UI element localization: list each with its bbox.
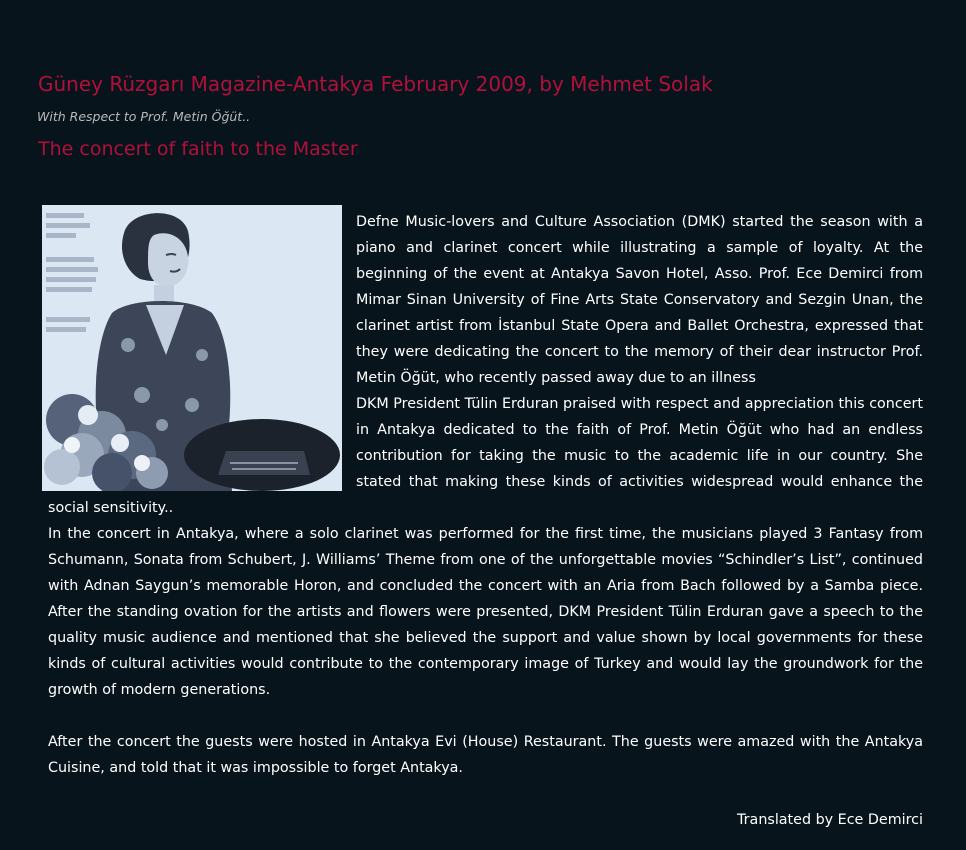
article-headline: The concert of faith to the Master bbox=[38, 138, 358, 160]
dedication-subtitle: With Respect to Prof. Metin Öğüt.. bbox=[37, 109, 251, 124]
paragraph-2: DKM President Tülin Erduran praised with respect and appreciation this concert in Antakya dedicated to the faith of Prof. Metin Öğüt who had an endless contribution for taking the music to the academic life in our country. She stated that making these kinds of activities widespread would enhance the social sensitivity.. bbox=[48, 396, 923, 516]
paragraph-1: Defne Music-lovers and Culture Association (DMK) started the season with a piano and clarinet concert while illustrating a sample of loyalty. At the beginning of the event at Antakya Savon Hotel, Asso. Prof. Ece Demirci from Mimar Sinan University of Fine Arts State Conservatory and Sezgin Unan, the clarinet artist from İstanbul State Opera and Ballet Orchestra, expressed that they were dedicating the concert to the memory of their dear instructor Prof. Metin Öğüt, who recently passed away due to an illness bbox=[356, 214, 923, 386]
translator-credit: Translated by Ece Demirci bbox=[737, 812, 923, 828]
paragraph-4: After the concert the guests were hosted in Antakya Evi (House) Restaurant. The guests were amazed with the Antakya Cuisine, and told that it was impossible to forget Antakya. bbox=[48, 734, 923, 776]
article-title: Güney Rüzgarı Magazine-Antakya February 2009, by Mehmet Solak bbox=[38, 72, 713, 96]
article-body bbox=[48, 209, 923, 833]
paragraph-3: In the concert in Antakya, where a solo clarinet was performed for the first time, the musicians played 3 Fantasy from Schumann, Sonata from Schubert, J. Williams’ Theme from one of the unforgettable movies “Schindler’s List”, continued with Adnan Saygun’s memorable Horon, and concluded the concert with an Aria from Bach followed by a Samba piece. After the standing ovation for the artists and flowers were presented, DKM President Tülin Erduran gave a speech to the quality music audience and mentioned that she believed the support and value shown by local governments for these kinds of cultural activities would contribute to the contemporary image of Turkey and would lay the groundwork for the growth of modern generations. bbox=[48, 526, 923, 698]
